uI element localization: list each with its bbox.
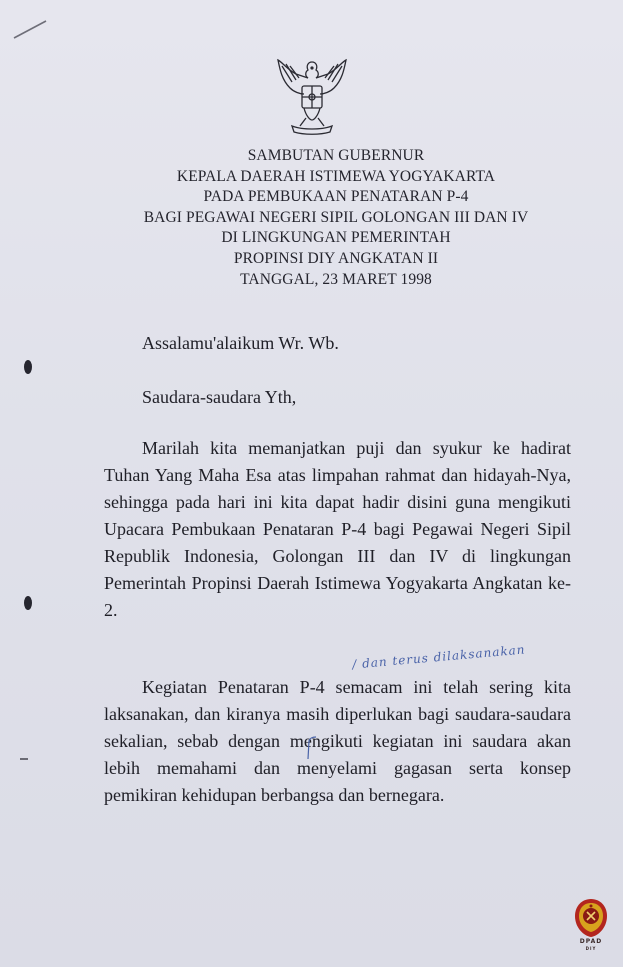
paragraph-1 bbox=[104, 435, 571, 624]
heading-date: TANGGAL, 23 MARET 1998 bbox=[240, 270, 432, 288]
greeting: Assalamu'alaikum Wr. Wb. bbox=[142, 333, 339, 353]
speech-heading bbox=[60, 146, 612, 290]
pencil-mark-icon bbox=[12, 18, 48, 40]
heading-line: PADA PEMBUKAAN PENATARAN P-4 bbox=[203, 188, 469, 206]
heading-line: KEPALA DAERAH ISTIMEWA YOGYAKARTA bbox=[176, 167, 496, 185]
paragraph-2 bbox=[104, 674, 571, 809]
salutation: Saudara-saudara Yth, bbox=[142, 387, 297, 407]
handwritten-insert-mark-icon bbox=[304, 735, 318, 761]
paragraph-2-text: Kegiatan Penataran P-4 semacam ini telah sering kita laksanakan, dan kiranya masih diperlukan bagi saudara-saudara sekalian, sebab dengan mengikuti kegiatan ini saudara akan lebih memahami dan menyelami gagasan serta konsep pemikiran kehidupan berbangsa dan bernegara. bbox=[104, 677, 571, 805]
heading-line: SAMBUTAN GUBERNUR bbox=[247, 147, 425, 164]
heading-line: BAGI PEGAWAI NEGERI SIPIL GOLONGAN III DAN IV bbox=[143, 208, 529, 226]
paragraph-1-text: Marilah kita memanjatkan puji dan syukur ke hadirat Tuhan Yang Maha Esa atas limpahan rahmat dan hidayah-Nya, sehingga pada hari ini kita dapat hadir disini guna mengikuti Upacara Pembukaan Penataran P-4 bagi Pegawai Negeri Sipil Republik Indonesia, Golongan III dan IV di lingkungan Pemerintah Propinsi Daerah Istimewa Yogyakarta Angkatan ke-2. bbox=[104, 438, 571, 620]
handwritten-note: / dan terus dilaksanakan bbox=[351, 642, 527, 672]
dpad-seal-sublabel: DIY bbox=[585, 946, 597, 951]
binder-hole bbox=[24, 360, 32, 374]
binder-hole bbox=[24, 596, 32, 610]
heading-line: DI LINGKUNGAN PEMERINTAH bbox=[221, 229, 451, 247]
margin-mark bbox=[20, 758, 28, 760]
dpad-seal-label: DPAD bbox=[579, 938, 603, 945]
dpad-seal-icon bbox=[574, 898, 608, 938]
garuda-emblem-icon bbox=[272, 56, 352, 138]
heading-line: PROPINSI DIY ANGKATAN II bbox=[233, 249, 439, 267]
